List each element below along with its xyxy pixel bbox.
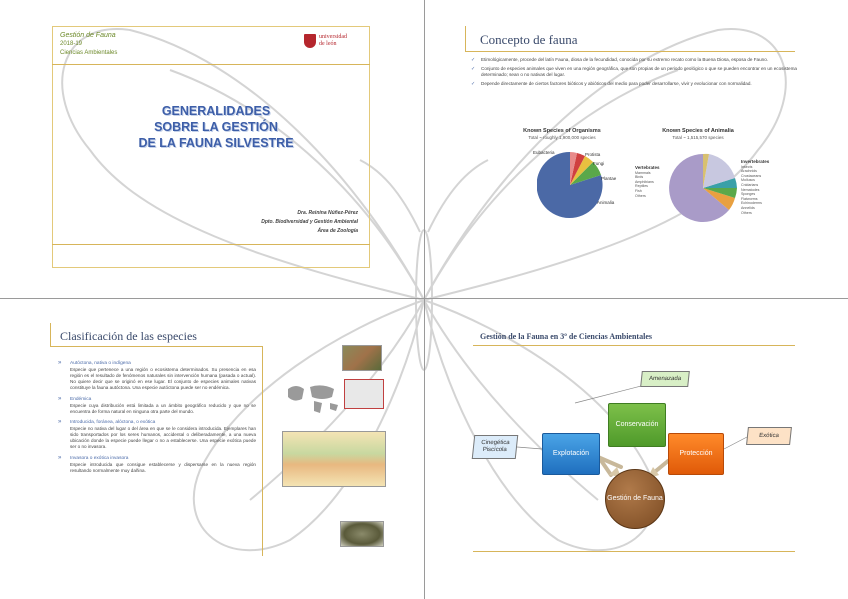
item-body: Especie que pertenece a una región o ecosistema determinados. Su presencia en esa región es el resultado de fenómenos naturales sin intervención humana (pasada o actual). No quiere decir que se originó en ese lugar. El conjunto de especies animales nativas constituye la fauna autóctona. Una especie autóctona puede ser no endémica. — [70, 367, 256, 390]
classification-item — [58, 397, 256, 415]
iberia-map — [344, 379, 384, 409]
course-title: Gestión de Fauna — [60, 32, 116, 39]
slide-heading: Clasificación de las especies — [60, 329, 197, 343]
invertebrates-legend — [741, 160, 769, 215]
author-name: Dra. Reinina Núñez-Pérez — [297, 210, 358, 216]
world-map-small — [282, 379, 342, 419]
chart2-title: Known Species of Animalia — [662, 128, 734, 134]
legend-item: Flatworms — [741, 196, 758, 201]
legend-item: Sponges — [741, 192, 756, 197]
slide-heading: Concepto de fauna — [480, 32, 578, 47]
item-heading: » Invasora o exótica invasora — [70, 456, 129, 462]
item-body: Especie cuya distribución está limitada a un ámbito geográfico reducido y que no se encuentra de forma natural en ninguna otra parte del mundo. — [70, 402, 256, 414]
label-plantae: Plantae — [601, 176, 617, 181]
definition-item: ✓ Depende directamente de ciertos factores bióticos y abióticos del medio para poder desarrollarse, vivir y evolucionar con normalidad. — [471, 81, 797, 87]
slide-gestion-fauna — [425, 299, 848, 599]
item-heading: » Endémica — [70, 396, 92, 402]
explotacion-box: Explotación — [542, 433, 600, 475]
area: Área de Zoología — [317, 228, 358, 234]
title-underline — [465, 51, 795, 52]
definition-item: ✓ Conjunto de especies animales que viven en una región geográfica, que son propias de un periodo geológico o que se pueden encontrar en un ecosistema determinado; sean o no nativas del lugar. — [471, 66, 797, 78]
proteccion-box: Protección — [668, 433, 724, 475]
chart1-title: Known Species of Organisms — [523, 128, 601, 134]
vertebrates-legend — [635, 166, 660, 198]
chart2-subtitle: Total ~ 1,515,570 species — [672, 135, 724, 140]
definition-item: ✓ Etimológicamente, procede del latín Fauna, diosa de la fecundidad, conocida por su extremo recato como la Buena Diosa, esposa de Fauno. — [471, 57, 797, 63]
classification-item — [58, 420, 256, 450]
course-degree: Ciencias Ambientales — [60, 50, 118, 56]
legend-item: Mammals — [635, 170, 651, 175]
legend-item: Birds — [635, 175, 644, 180]
legend-item: Reptiles — [635, 184, 648, 189]
legend-item: Annelids — [741, 205, 755, 210]
footer-line — [52, 244, 370, 245]
legend-item: Echinoderms — [741, 201, 762, 206]
amenazada-tag: Amenazada — [640, 371, 690, 387]
shield-icon — [304, 34, 316, 48]
invertebrates-title: Invertebrates — [741, 159, 770, 164]
title-line-3: DE LA FAUNA SILVESTRE — [138, 136, 294, 150]
label-eubacteria: Eubacteria — [533, 150, 555, 155]
classification-item — [58, 456, 256, 474]
item-body: Especie no nativa del lugar o del área en que se le considera introducida. Ejemplares han sido transportados por los seres humanos, accidental o deliberadamente, a una nueva ubicación donde la especie puede llegar o no a establecerse. Una especie exótica puede ser o no invasora. — [70, 426, 256, 450]
legend-item: Fish — [635, 188, 642, 193]
legend-item: Crustaceans — [741, 173, 762, 178]
slide-clasificacion — [0, 299, 424, 599]
header-line — [52, 64, 370, 65]
legend-item: Nematodes — [741, 187, 760, 192]
course-info — [60, 31, 117, 58]
item-heading: » Autóctona, nativa o indígena — [70, 361, 131, 366]
chart1-subtitle: Total ~ roughly 1,900,000 species — [528, 135, 596, 140]
vertebrates-title: Vertebrates — [635, 165, 660, 170]
university-name: universidad de león — [319, 34, 347, 47]
turtle-photo — [340, 521, 384, 547]
classification-item — [58, 361, 256, 391]
author-block — [261, 209, 358, 236]
distribution-map — [282, 431, 386, 487]
slide-title — [0, 0, 424, 298]
title-accent — [465, 26, 466, 52]
conservacion-box: Conservación — [608, 403, 666, 447]
cinegetica-tag: Cinegética Piscícola — [472, 435, 519, 459]
slide-heading: Gestión de la Fauna en 3º de Ciencias Ambientales — [480, 332, 652, 341]
animalia-pie-chart — [669, 152, 737, 224]
definition-list — [471, 57, 797, 90]
item-body: Especie introducida que consigue establecerse y dispersarse en la nueva región resultando normalmente muy dañina. — [70, 462, 256, 473]
content-border — [262, 346, 263, 556]
legend-item: Others — [635, 193, 646, 198]
item-heading: » Introducida, foránea, alóctona, o exótica — [70, 420, 156, 426]
legend-item: Arachnids — [741, 169, 757, 174]
legend-item: Molluscs — [741, 178, 755, 183]
exotica-tag: Exótica — [746, 427, 792, 445]
legend-item: Others — [741, 210, 752, 215]
title-underline — [50, 346, 262, 347]
slide-concepto-fauna — [425, 0, 848, 298]
title-line-1: GENERALIDADES — [161, 104, 271, 118]
legend-item: Amphibians — [635, 179, 654, 184]
label-animalia: Animalia — [597, 200, 615, 205]
label-fungi: Fungi — [593, 161, 605, 166]
university-logo — [304, 34, 349, 48]
legend-item: Insects — [741, 164, 753, 169]
title-accent — [50, 323, 51, 347]
gestion-fauna-circle: Gestión de Fauna — [605, 469, 665, 529]
course-year: 2018-19 — [60, 41, 83, 47]
presentation-title — [100, 103, 332, 151]
label-protista: Protista — [585, 152, 601, 157]
classification-list — [58, 361, 256, 480]
department: Dpto. Biodiversidad y Gestión Ambiental — [261, 219, 358, 225]
landscape-photo — [342, 345, 382, 371]
legend-item: Cnidarians — [741, 182, 759, 187]
title-line-2: SOBRE LA GESTIÓN — [154, 120, 278, 134]
